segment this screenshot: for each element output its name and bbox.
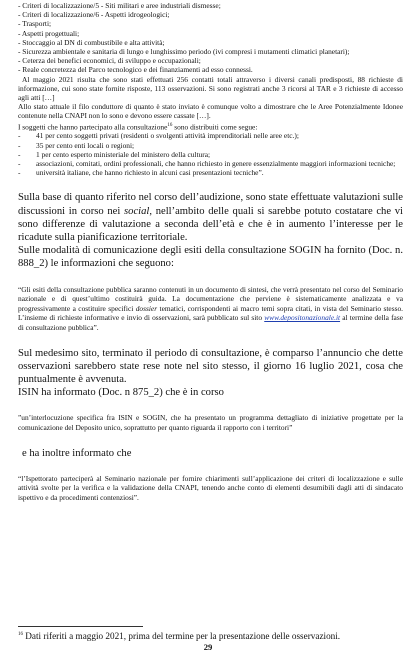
criteria-item: - Trasporti; — [18, 19, 52, 29]
participant-item: - 35 per cento enti locali o regioni; — [18, 141, 403, 150]
criteria-item: - Ceterza dei benefici economici, di sviluppo e occupazionali; — [18, 56, 201, 66]
participant-item: - 41 per cento soggetti privati (residenti o svolgenti attività imprenditoriali nelle aree etc.); — [18, 131, 403, 140]
inspectorate-quote: “l’Ispettorato parteciperà al Seminario nazionale per fornire chiarimenti sull’applicazione dei criteri di localizzazione e sulle attività svolte per la verifica e la validazione della CNAPI, tenendo anche conto di elementi desumibili dagli atti di sindacato ispettivo e da procedimenti contenziosi”. — [18, 473, 403, 502]
isin-intro-paragraph: ISIN ha informato (Doc. n 875_2) che è in corso — [18, 387, 224, 399]
participants-list — [18, 131, 403, 177]
footnote: $^{16}$ Dati riferiti a maggio 2021, prima del termine per la presentazione delle osservazioni. — [18, 631, 341, 642]
criteria-item: - Criteri di localizzazione/6 - Aspetti idrogeologici; — [18, 10, 170, 20]
footnote-divider — [18, 626, 143, 627]
criteria-item: - Sicurezza ambientale e sanitaria di lungo e lunghissimo periodo (ivi compresi i mutamenti climatici planetari); — [18, 47, 350, 57]
isin-also-informed: e ha inoltre informato che — [22, 447, 132, 459]
criteria-item: - Aspetti progettuali; — [18, 28, 80, 38]
publication-paragraph: Sul medesimo sito, terminato il periodo di consultazione, è comparso l’annuncio che dette osservazioni sarebbero state rese note nel sito stesso, il giorno 16 luglio 2021, cosa che puntualmente è avvenuta. — [18, 347, 403, 385]
communication-methods-paragraph: Sulle modalità di comunicazione degli esiti della consultazione SOGIN ha fornito (Doc. n. 888_2) le informazioni che seguono: — [18, 245, 403, 270]
participants-intro: I soggetti che hanno partecipato alla consultazione$^{16}$ sono distribuiti come segue: — [18, 122, 258, 132]
footnote-number: 16 — [18, 632, 23, 637]
isin-sogin-quote: ”un’interlocuzione specifica fra ISIN e SOGIN, che ha presentato un programma dettagliato di iniziative progettate per la comunicazione del Deposito unico, soprattutto per quanto riguarda il rapporto con i territori” — [18, 413, 403, 432]
footnote-ref: 16 — [167, 122, 173, 128]
participant-item: - associazioni, comitati, ordini professionali, che hanno richiesto in genere essenzialmente maggiori informazioni tecniche; — [18, 159, 403, 168]
document-page — [18, 0, 403, 503]
page-number: 29 — [203, 642, 213, 652]
criteria-item: - Stoccaggio al DN di combustibile e alta attività; — [18, 37, 165, 47]
participant-item: - università italiane, che hanno richiesto in alcuni casi presentazioni tecniche”. — [18, 168, 403, 177]
common-thread-paragraph: Allo stato attuale il filo conduttore di quanto è stato inviato è comunque volto a dimostrare che le Aree Potenzialmente Idonee contenute nella CNAPI non lo sono e devono essere cassate […]. — [18, 102, 403, 121]
criteria-item: - Reale concretezza del Parco tecnologico e dei finanziamenti ad esso connessi. — [18, 65, 253, 75]
sogin-quote: “Gli esiti della consultazione pubblica saranno contenuti in un documento di sintesi, che verrà presentato nel corso del Seminario nazionale e di quest’ultimo costituirà guida. La documentazione che perviene è sistematicamente analizzata e va progressivamente a costituire specifici dossier tematici, corrispondenti ai macro temi sopra citati, in vista del Seminario stesso. L’insieme di richieste informative e invio di osservazioni, sarà pubblicato sul sito www.depositonazionale.it al termine della fase di consultazione pubblica”. — [18, 284, 403, 332]
social-analysis-paragraph: Sulla base di quanto riferito nel corso dell’audizione, sono state effettuate valutazioni sulle discussioni in corso nei social, nell’ambito delle quali si sarebbe potuto costatare che vi sono differenze di valutazione a seconda dell’età e che è in aumento l’interesse per le ricadute sulla pianificazione territoriale. — [18, 192, 403, 243]
participant-item: - 1 per cento esperto ministeriale del ministero della cultura; — [18, 150, 403, 159]
criteria-item: - Criteri di localizzazione/5 - Siti militari e aree industriali dismesse; — [18, 1, 221, 10]
consultation-stats-paragraph: Al maggio 2021 risulta che sono stati effettuati 256 contatti totali attraverso i diversi canali predisposti, 88 richieste di informazione, cui sono state fornite risposte, 113 osservazioni. Si sono registrati anche 3 ricorsi al TAR e 3 richieste di accesso agli atti […] — [18, 74, 403, 103]
criteria-list — [18, 1, 403, 75]
deposito-nazionale-link[interactable]: www.depositonazionale.it — [264, 313, 341, 323]
